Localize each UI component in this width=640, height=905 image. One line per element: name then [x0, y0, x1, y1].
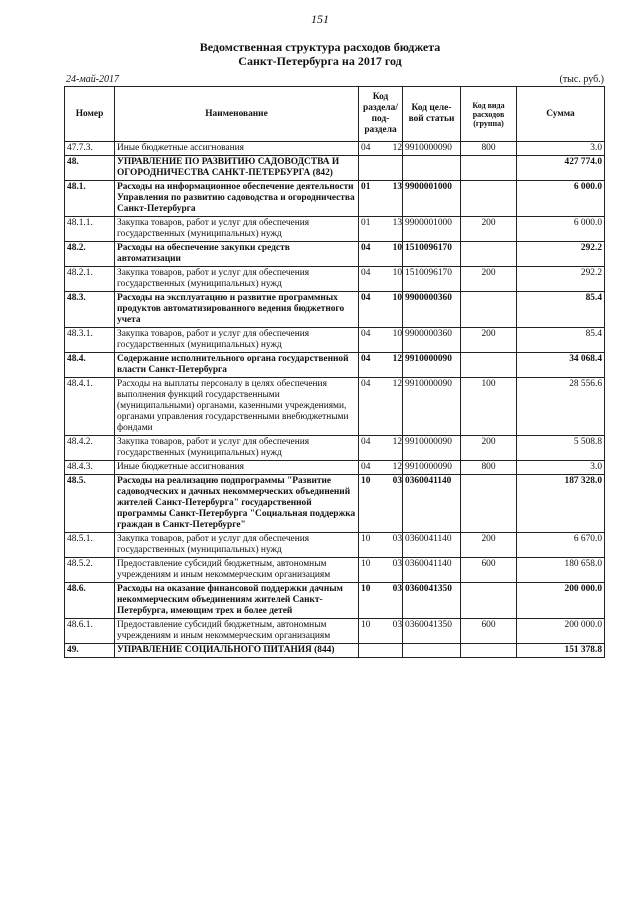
row-expense-type: 600 [461, 558, 517, 583]
row-name: Расходы на эксплуатацию и развитие программных продуктов автоматизированного ведения бюджетного учета [115, 292, 359, 328]
table-row [65, 156, 605, 181]
row-target-code: 9910000090 [403, 436, 461, 461]
table-row [65, 475, 605, 533]
header-number: Номер [65, 87, 115, 142]
row-number: 48.6.1. [65, 619, 115, 644]
page-number: 151 [311, 12, 329, 26]
row-name: Расходы на реализацию подпрограммы "Развитие садоводческих и дачных некоммерческих объединений жителей Санкт-Петербурга" государственной программы Санкт-Петербурга "Социальная поддержка граждан в Санкт-Петербурге" [115, 475, 359, 533]
row-target-code: 9910000090 [403, 142, 461, 156]
row-number: 48.2. [65, 242, 115, 267]
section-code: 04 [361, 329, 371, 339]
row-target-code: 1510096170 [403, 242, 461, 267]
document-date: 24-май-2017 [66, 74, 120, 85]
subsection-code: 12 [392, 354, 402, 364]
row-name: Расходы на оказание финансовой поддержки дачным некоммерческим объединениям жителей Санкт-Петербурга, имеющим трех и более детей [115, 583, 359, 619]
section-code: 10 [361, 559, 371, 569]
row-name: Расходы на выплаты персоналу в целях обеспечения выполнения функций государственными (муниципальными) органами, казенными учреждениями, органами управления государственными внебюджетными фондами [115, 378, 359, 436]
row-name: Закупка товаров, работ и услуг для обеспечения государственных (муниципальных) нужд [115, 533, 359, 558]
subsection-code: 12 [392, 437, 402, 447]
subsection-code: 12 [392, 143, 402, 153]
row-sum: 200 000.0 [517, 583, 605, 619]
row-target-code: 0360041140 [403, 533, 461, 558]
header-sum: Сумма [517, 87, 605, 142]
row-section-code [359, 558, 403, 583]
row-target-code: 9900001000 [403, 181, 461, 217]
row-number: 48.5. [65, 475, 115, 533]
section-code: 10 [361, 620, 371, 630]
row-name: Закупка товаров, работ и услуг для обеспечения государственных (муниципальных) нужд [115, 267, 359, 292]
row-target-code: 9900000360 [403, 292, 461, 328]
row-sum: 151 378.8 [517, 644, 605, 658]
table-row [65, 619, 605, 644]
row-sum: 180 658.0 [517, 558, 605, 583]
row-name: Расходы на информационное обеспечение деятельности Управления по развитию садоводства и огородничества Санкт-Петербурга [115, 181, 359, 217]
section-code: 04 [361, 437, 371, 447]
row-name: Предоставление субсидий бюджетным, автономным учреждениям и иным некоммерческим организациям [115, 558, 359, 583]
row-name: УПРАВЛЕНИЕ СОЦИАЛЬНОГО ПИТАНИЯ (844) [115, 644, 359, 658]
row-name: Закупка товаров, работ и услуг для обеспечения государственных (муниципальных) нужд [115, 436, 359, 461]
row-expense-type [461, 583, 517, 619]
table-row [65, 644, 605, 658]
row-section-code [359, 217, 403, 242]
row-number: 48.4.2. [65, 436, 115, 461]
title-line-2: Санкт-Петербурга на 2017 год [238, 54, 402, 68]
row-name: Закупка товаров, работ и услуг для обеспечения государственных (муниципальных) нужд [115, 217, 359, 242]
row-expense-type: 800 [461, 142, 517, 156]
table-header-row [65, 87, 605, 142]
subsection-code: 03 [392, 584, 402, 594]
row-sum: 85.4 [517, 328, 605, 353]
row-expense-type: 600 [461, 619, 517, 644]
row-expense-type: 200 [461, 328, 517, 353]
row-name: Расходы на обеспечение закупки средств автоматизации [115, 242, 359, 267]
row-section-code [359, 267, 403, 292]
subsection-code: 03 [392, 534, 402, 544]
row-name: Иные бюджетные ассигнования [115, 461, 359, 475]
section-code: 10 [361, 534, 371, 544]
section-code: 10 [361, 584, 371, 594]
row-sum: 292.2 [517, 242, 605, 267]
table-row [65, 378, 605, 436]
row-number: 48.4.3. [65, 461, 115, 475]
row-sum: 3.0 [517, 142, 605, 156]
section-code: 04 [361, 143, 371, 153]
row-name: УПРАВЛЕНИЕ ПО РАЗВИТИЮ САДОВОДСТВА И ОГОРОДНИЧЕСТВА САНКТ-ПЕТЕРБУРГА (842) [115, 156, 359, 181]
table-row [65, 217, 605, 242]
row-number: 48.3.1. [65, 328, 115, 353]
row-number: 48.4.1. [65, 378, 115, 436]
row-number: 48.1. [65, 181, 115, 217]
row-name: Предоставление субсидий бюджетным, автономным учреждениям и иным некоммерческим организациям [115, 619, 359, 644]
section-code: 04 [361, 293, 371, 303]
row-section-code [359, 328, 403, 353]
row-section-code [359, 242, 403, 267]
row-sum: 6 670.0 [517, 533, 605, 558]
table-row [65, 353, 605, 378]
row-sum: 5 508.8 [517, 436, 605, 461]
row-target-code [403, 644, 461, 658]
section-code: 04 [361, 268, 371, 278]
section-code: 01 [361, 182, 371, 192]
row-expense-type [461, 353, 517, 378]
row-section-code [359, 644, 403, 658]
row-number: 48.6. [65, 583, 115, 619]
table-row [65, 558, 605, 583]
row-sum: 427 774.0 [517, 156, 605, 181]
table-row [65, 242, 605, 267]
subsection-code: 13 [392, 182, 402, 192]
row-target-code: 9900001000 [403, 217, 461, 242]
row-number: 48. [65, 156, 115, 181]
row-sum: 34 068.4 [517, 353, 605, 378]
section-code: 04 [361, 354, 371, 364]
section-code: 04 [361, 243, 371, 253]
row-target-code: 0360041350 [403, 619, 461, 644]
table-row [65, 583, 605, 619]
row-target-code: 0360041140 [403, 475, 461, 533]
row-section-code [359, 181, 403, 217]
row-expense-type: 200 [461, 217, 517, 242]
row-sum: 3.0 [517, 461, 605, 475]
row-number: 48.3. [65, 292, 115, 328]
budget-table [64, 86, 605, 658]
row-name: Содержание исполнительного органа государственной власти Санкт-Петербурга [115, 353, 359, 378]
table-row [65, 328, 605, 353]
table-row [65, 142, 605, 156]
row-sum: 28 556.6 [517, 378, 605, 436]
row-section-code [359, 436, 403, 461]
table-row [65, 533, 605, 558]
row-sum: 200 000.0 [517, 619, 605, 644]
row-section-code [359, 142, 403, 156]
row-number: 48.2.1. [65, 267, 115, 292]
row-target-code: 9910000090 [403, 378, 461, 436]
section-code: 04 [361, 379, 371, 389]
row-section-code [359, 156, 403, 181]
row-target-code: 9900000360 [403, 328, 461, 353]
subsection-code: 12 [392, 462, 402, 472]
row-expense-type: 200 [461, 533, 517, 558]
row-section-code [359, 583, 403, 619]
subsection-code: 10 [392, 329, 402, 339]
section-code: 01 [361, 218, 371, 228]
header-name: Наименование [115, 87, 359, 142]
row-sum: 187 328.0 [517, 475, 605, 533]
subsection-code: 03 [392, 559, 402, 569]
title-line-1: Ведомственная структура расходов бюджета [199, 40, 441, 54]
table-row [65, 267, 605, 292]
row-expense-type [461, 292, 517, 328]
row-sum: 85.4 [517, 292, 605, 328]
table-row [65, 292, 605, 328]
subsection-code: 10 [392, 268, 402, 278]
row-target-code: 0360041350 [403, 583, 461, 619]
header-target-code: Код целе-вой статьи [403, 87, 461, 142]
units-label: (тыс. руб.) [559, 74, 604, 85]
header-section-code: Код раздела/ под-раздела [359, 87, 403, 142]
row-expense-type [461, 644, 517, 658]
row-section-code [359, 461, 403, 475]
subsection-code: 03 [392, 620, 402, 630]
row-expense-type: 800 [461, 461, 517, 475]
row-expense-type [461, 242, 517, 267]
row-section-code [359, 378, 403, 436]
row-target-code: 1510096170 [403, 267, 461, 292]
subsection-code: 10 [392, 293, 402, 303]
row-number: 48.5.1. [65, 533, 115, 558]
row-section-code [359, 292, 403, 328]
section-code: 10 [361, 476, 371, 486]
row-target-code: 9910000090 [403, 353, 461, 378]
row-name: Закупка товаров, работ и услуг для обеспечения государственных (муниципальных) нужд [115, 328, 359, 353]
row-number: 48.5.2. [65, 558, 115, 583]
header-expense-type-code: Код вида расходов (группа) [461, 87, 517, 142]
row-number: 49. [65, 644, 115, 658]
row-expense-type: 200 [461, 267, 517, 292]
row-expense-type [461, 156, 517, 181]
row-number: 48.1.1. [65, 217, 115, 242]
row-expense-type [461, 475, 517, 533]
row-target-code: 0360041140 [403, 558, 461, 583]
subsection-code: 13 [392, 218, 402, 228]
row-expense-type: 200 [461, 436, 517, 461]
page-title [0, 40, 640, 68]
row-name: Иные бюджетные ассигнования [115, 142, 359, 156]
row-target-code [403, 156, 461, 181]
row-sum: 6 000.0 [517, 181, 605, 217]
subsection-code: 10 [392, 243, 402, 253]
row-section-code [359, 619, 403, 644]
row-number: 48.4. [65, 353, 115, 378]
table-row [65, 436, 605, 461]
row-sum: 292.2 [517, 267, 605, 292]
row-section-code [359, 533, 403, 558]
table-row [65, 461, 605, 475]
row-number: 47.7.3. [65, 142, 115, 156]
row-expense-type [461, 181, 517, 217]
section-code: 04 [361, 462, 371, 472]
row-expense-type: 100 [461, 378, 517, 436]
row-sum: 6 000.0 [517, 217, 605, 242]
subsection-code: 12 [392, 379, 402, 389]
row-target-code: 9910000090 [403, 461, 461, 475]
subsection-code: 03 [392, 476, 402, 486]
row-section-code [359, 353, 403, 378]
table-row [65, 181, 605, 217]
row-section-code [359, 475, 403, 533]
